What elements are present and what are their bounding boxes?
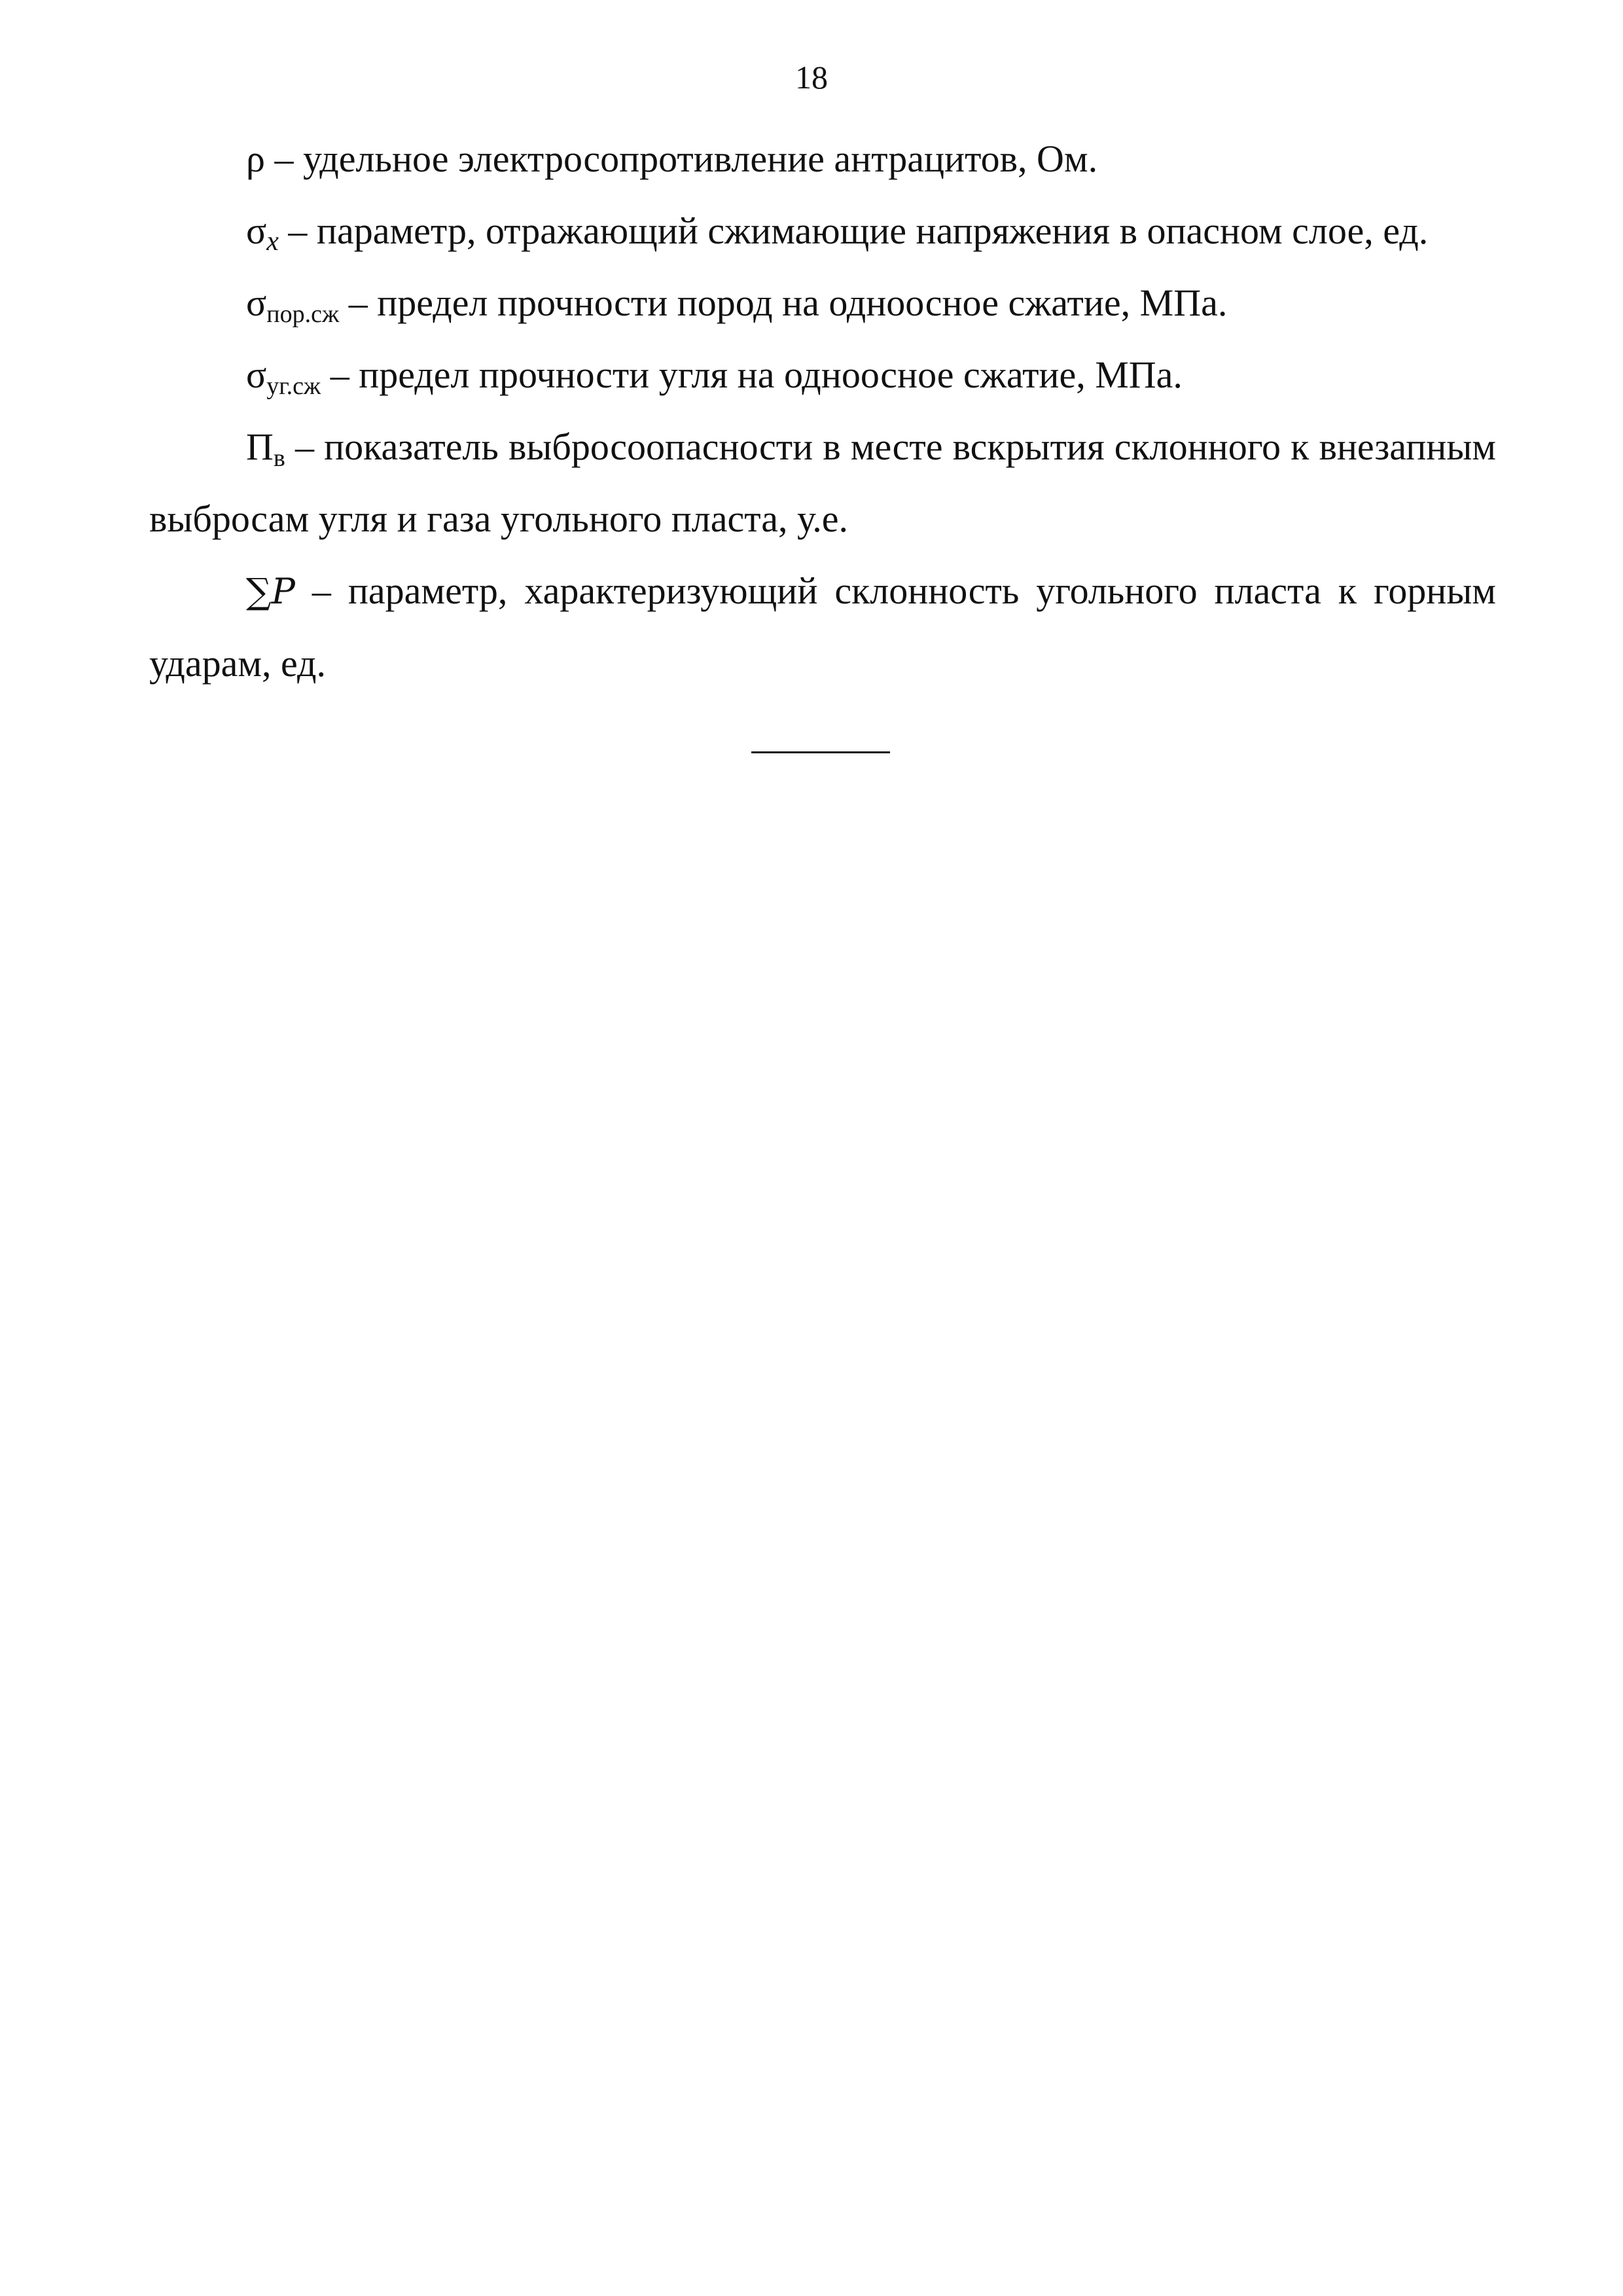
definition-text: – параметр, характеризующий склонность угольного пласта к горным ударам, ед. [149,569,1496,685]
definition-pv [149,411,1496,555]
definition-subscript: в [273,444,285,472]
definition-symbol: σ [246,353,267,396]
definition-subscript: пор.сж [266,300,340,328]
definition-sigma-x [149,195,1496,267]
definition-text: – предел прочности угля на одноосное сжатие, МПа. [330,353,1183,396]
definitions-list [149,123,1496,700]
definition-sum-p [149,555,1496,700]
definition-subscript: x [266,226,279,257]
definition-text: – показатель выбросоопасности в месте вскрытия склонного к внезапным выбросам угля и газа угольного пласта, у.е. [149,425,1497,540]
definition-sigma-por [149,267,1496,339]
definition-text: – параметр, отражающий сжимающие напряжения в опасном слое, ед. [288,209,1429,252]
definition-symbol: ρ [246,137,265,180]
definition-subscript: уг.сж [266,372,321,400]
definition-symbol: П [246,425,274,468]
page-number: 18 [795,59,828,96]
definition-symbol: σ [246,209,267,252]
definition-text: – предел прочности пород на одноосное сжатие, МПа. [348,281,1228,324]
definition-symbol: σ [246,281,267,324]
end-separator-line [751,751,890,753]
sum-symbol: ∑ [246,571,272,612]
definition-symbol: P [271,571,295,612]
definition-sigma-ug [149,339,1496,411]
definition-text: – удельное электросопротивление антрацитов, Ом. [274,137,1098,180]
definition-rho [149,123,1496,195]
